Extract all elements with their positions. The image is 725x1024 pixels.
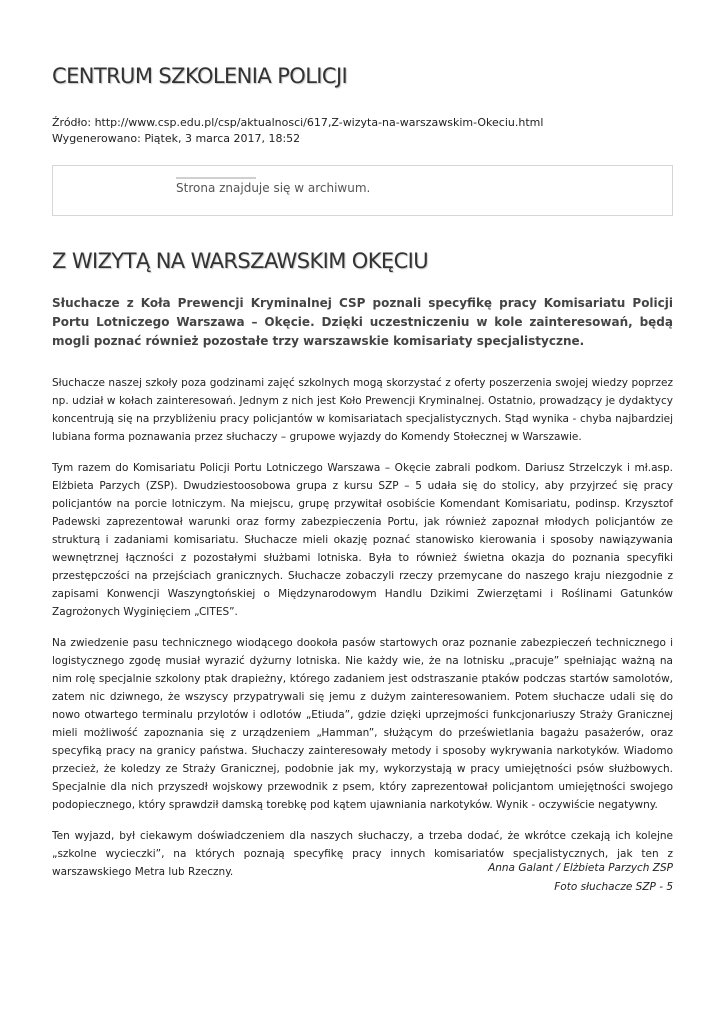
signature-photo-credit: Foto słuchacze SZP - 5 [554,881,673,893]
article-title: Z WIZYTĄ NA WARSZAWSKIM OKĘCIU [52,249,429,273]
article-signature [488,859,673,897]
article-paragraph: Słuchacze naszej szkoły poza godzinami zajęć szkolnych mogą skorzystać z oferty poszerzenia swojej wiedzy poprzez np. udział w kołach zainteresowań. Jednym z nich jest Koło Prewencji Kryminalnej. Ostatnio, prowadzący je dydaktycy koncentrują się na przybliżeniu pracy policjantów w komisariatach specjalistycznych. Stąd wynika - chyba najbardziej lubiana forma poznawania przez słuchaczy – grupowe wyjazdy do Komendy Stołecznej w Warszawie. [52,377,673,443]
article-paragraph: Na zwiedzenie pasu technicznego wiodącego dookoła pasów startowych oraz poznanie zabezpieczeń technicznego i logistycznego zgodę musiał wyrazić dyżurny lotniska. Nie każdy wie, że na lotnisku „pracuje” spełniając ważną na nim rolę specjalnie szkolony ptak drapieżny, którego zadaniem jest odstraszanie ptaków podczas startów samolotów, zatem nic dziwnego, że wszyscy przypatrywali się jemu z dużym zainteresowaniem. Potem słuchacze udali się do nowo otwartego terminalu przylotów i odlotów „Etiuda”, gdzie dzięki uprzejmości funkcjonariuszy Straży Granicznej mieli możliwość zapoznania się z urządzeniem „Hamman”, służącym do prześwietlania bagażu pasażerów, oraz specyfiką pracy na granicy państwa. Słuchaczy zainteresowały metody i sposoby wykrywania narkotyków. Wiadomo przecież, że koledzy ze Straży Granicznej, podobnie jak my, wykorzystają w pracy umiejętności psów służbowych. Specjalnie dla nich przyszedł wojskowy przewodnik z psem, który zaprezentował policjantom umiejętności swojego podopiecznego, który sprawdził damską torebkę pod kątem ujawniania narkotyków. Wynik - oczywiście negatywny. [52,637,673,811]
archive-notice-box [52,165,673,216]
signature-authors: Anna Galant / Elżbieta Parzych ZSP [488,862,673,874]
site-title: CENTRUM SZKOLENIA POLICJI [52,64,348,88]
generated-line: Wygenerowano: Piątek, 3 marca 2017, 18:52 [52,132,301,145]
article-body [52,374,673,894]
source-line: Źródło: http://www.csp.edu.pl/csp/aktualnosci/617,Z-wizyta-na-warszawskim-Okeciu.html [52,116,544,129]
document-meta [52,115,543,147]
archive-notice-text: Strona znajduje się w archiwum. [176,181,371,195]
article-paragraph: Tym razem do Komisariatu Policji Portu Lotniczego Warszawa – Okęcie zabrali podkom. Dariusz Strzelczyk i mł.asp. Elżbieta Parzych (ZSP). Dwudziestoosobowa grupa z kursu SZP – 5 udała się do stolicy, aby przyjrzeć się pracy policjantów na porcie lotniczym. Na miejscu, grupę przywitał osobiście Komendant Komisariatu, podinsp. Krzysztof Padewski zaprezentował warunki oraz formy zabezpieczenia Portu, jak również zapoznał młodych policjantów ze strukturą i zadaniami komisariatu. Słuchacze mieli okazję poznać stanowisko kierowania i sposoby nawiązywania wewnętrznej łączności z pozostałymi służbami lotniska. Była to również świetna okazja do poznania specyfiki przestępczości na przejściach granicznych. Słuchacze zobaczyli rzeczy przemycane do naszego kraju niezgodnie z zapisami Konwencji Waszyngtońskiej o Międzynarodowym Handlu Dzikimi Zwierzętami i Roślinami Gatunków Zagrożonych Wyginięciem „CITES”. [52,462,673,618]
article-lead: Słuchacze z Koła Prewencji Kryminalnej CSP poznali specyfikę pracy Komisariatu Policji Portu Lotniczego Warszawa – Okęcie. Dzięki uczestniczeniu w kole zainteresowań, będą mogli poznać również pozostałe trzy warszawskie komisariaty specjalistyczne. [52,296,673,348]
article-paragraph: Ten wyjazd, był ciekawym doświadczeniem dla naszych słuchaczy, a trzeba dodać, że wkrótce czekają ich kolejne „szkolne wycieczki”, na których poznają specyfikę pracy innych komisariatów specjalistycznych, jak ten z warszawskiego Metra lub Rzeczny. [52,830,673,878]
archive-divider [176,177,256,179]
